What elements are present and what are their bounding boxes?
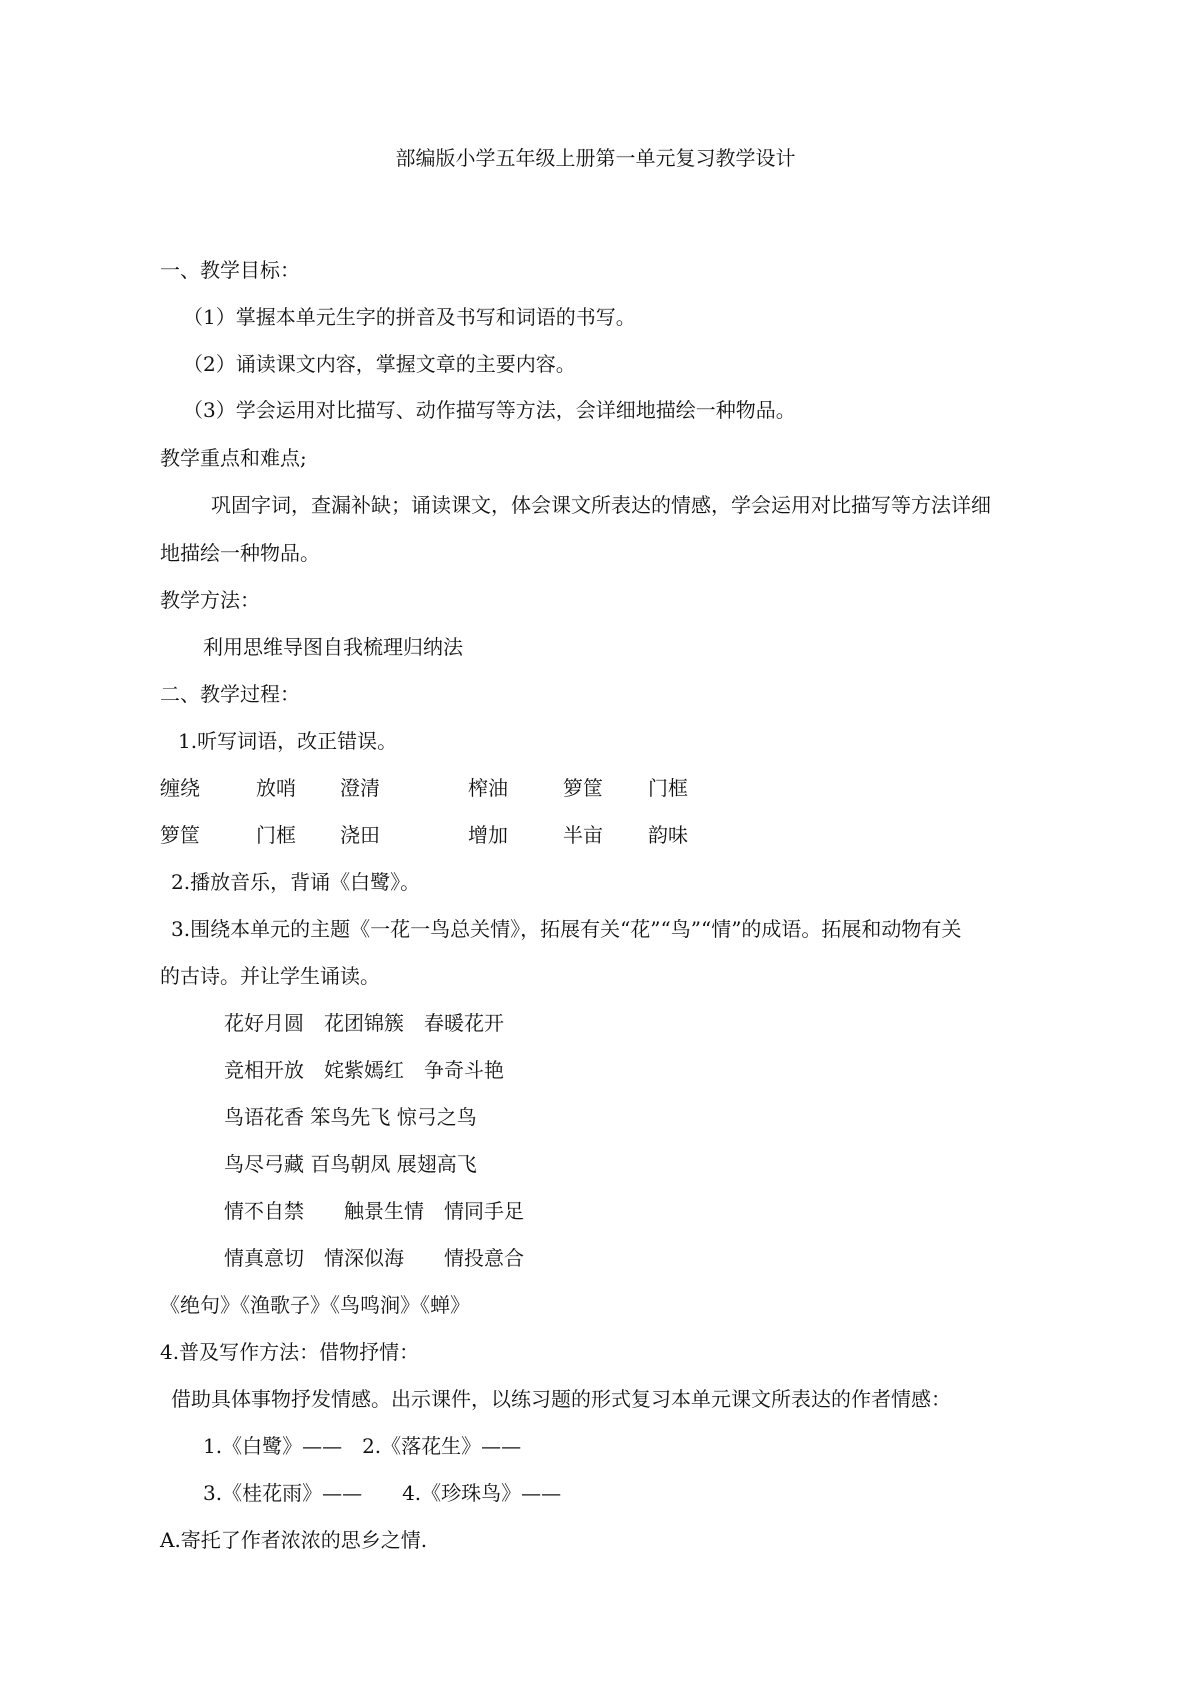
word-item: 增加 xyxy=(468,823,508,847)
key-points-heading: 教学重点和难点; xyxy=(160,446,307,470)
word-item: 门框 xyxy=(648,776,688,800)
word-item: 韵味 xyxy=(648,823,688,847)
idiom-row: 鸟尽弓藏 百鸟朝凤 展翅高飞 xyxy=(224,1152,477,1176)
idiom-row: 竞相开放 姹紫嫣红 争奇斗艳 xyxy=(224,1058,504,1082)
step-2: 2.播放音乐，背诵《白鹭》。 xyxy=(171,870,421,894)
option-a: A.寄托了作者浓浓的思乡之情. xyxy=(160,1528,428,1552)
word-item: 浇田 xyxy=(340,823,380,847)
word-item: 半亩 xyxy=(563,823,603,847)
step-3-line-2: 的古诗。并让学生诵读。 xyxy=(160,964,380,988)
goal-item-2: （2）诵读课文内容，掌握文章的主要内容。 xyxy=(183,352,576,376)
method-text: 利用思维导图自我梳理归纳法 xyxy=(203,635,463,659)
goals-heading: 一、教学目标： xyxy=(160,258,300,282)
idiom-row: 鸟语花香 笨鸟先飞 惊弓之鸟 xyxy=(224,1105,477,1129)
goal-item-3: （3）学会运用对比描写、动作描写等方法，会详细地描绘一种物品。 xyxy=(183,398,796,422)
word-item: 澄清 xyxy=(340,776,380,800)
exercise-row-1: 1.《白鹭》—— 2.《落花生》—— xyxy=(203,1434,522,1458)
step-1: 1.听写词语，改正错误。 xyxy=(178,729,398,753)
word-item: 缠绕 xyxy=(160,776,200,800)
step-3-line-1: 3.围绕本单元的主题《一花一鸟总关情》，拓展有关“花”“鸟”“情”的成语。拓展和动物有关 xyxy=(171,917,962,941)
word-item: 箩筐 xyxy=(563,776,603,800)
step-4-description: 借助具体事物抒发情感。出示课件，以练习题的形式复习本单元课文所表达的作者情感： xyxy=(171,1387,951,1411)
word-item: 榨油 xyxy=(468,776,508,800)
idiom-row: 情真意切 情深似海 情投意合 xyxy=(224,1246,524,1270)
document-title: 部编版小学五年级上册第一单元复习教学设计 xyxy=(395,146,796,170)
key-points-line-2: 地描绘一种物品。 xyxy=(160,541,320,565)
step-4: 4.普及写作方法：借物抒情： xyxy=(160,1340,420,1364)
poems-list: 《绝句》《渔歌子》《鸟鸣涧》《蝉》 xyxy=(160,1293,470,1317)
exercise-row-2: 3.《桂花雨》—— 4.《珍珠鸟》—— xyxy=(203,1481,562,1505)
idiom-row: 花好月圆 花团锦簇 春暖花开 xyxy=(224,1011,504,1035)
word-item: 箩筐 xyxy=(160,823,200,847)
word-item: 门框 xyxy=(256,823,296,847)
process-heading: 二、教学过程： xyxy=(160,682,300,706)
goal-item-1: （1）掌握本单元生字的拼音及书写和词语的书写。 xyxy=(183,305,636,329)
word-item: 放哨 xyxy=(256,776,296,800)
key-points-line-1: 巩固字词，查漏补缺；诵读课文，体会课文所表达的情感，学会运用对比描写等方法详细 xyxy=(211,493,991,517)
method-heading: 教学方法： xyxy=(160,588,260,612)
idiom-row: 情不自禁 触景生情 情同手足 xyxy=(224,1199,524,1223)
